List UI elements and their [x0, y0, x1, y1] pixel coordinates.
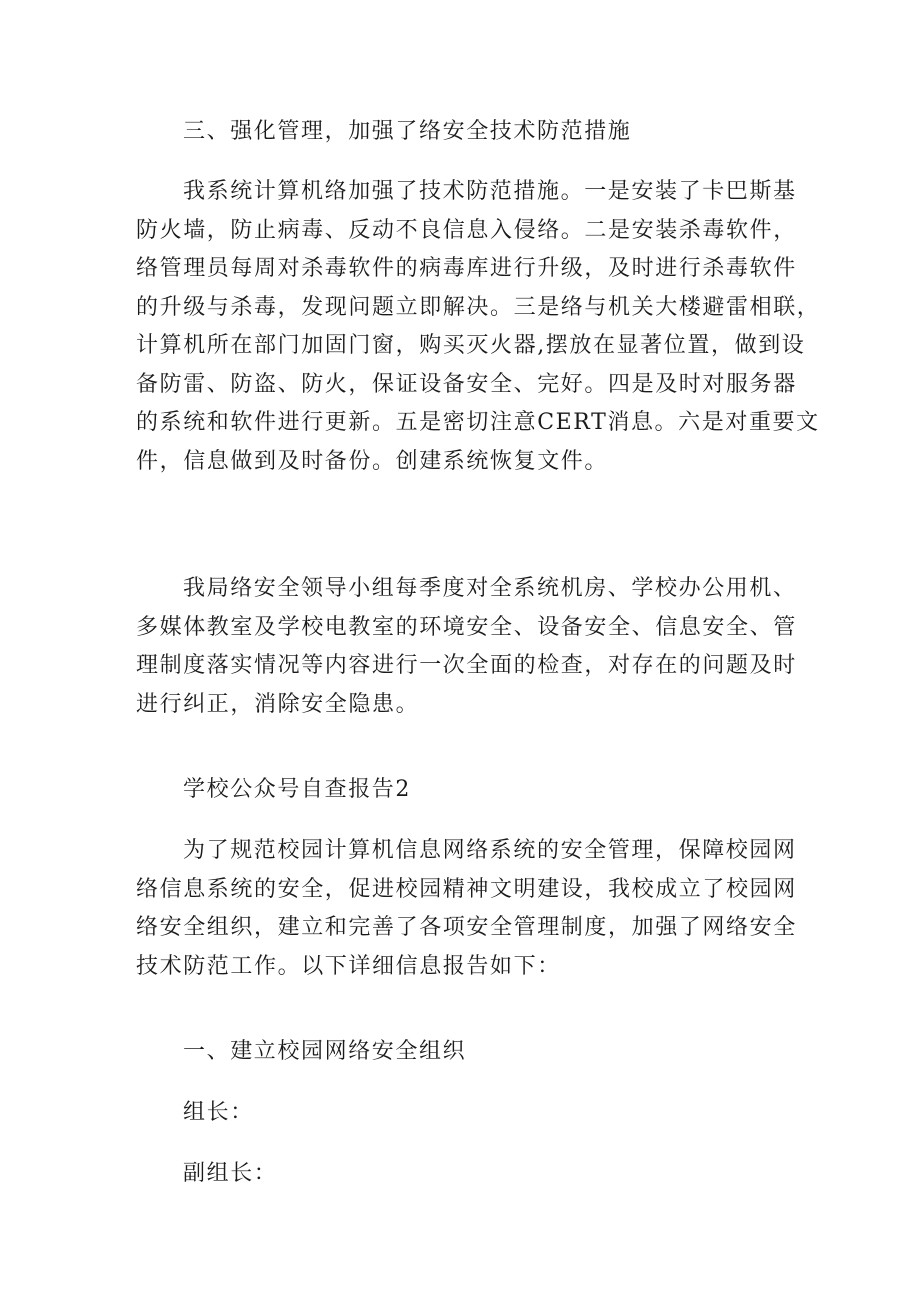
paragraph-inspection: [136, 570, 796, 724]
section-heading-one: 一、建立校园网络安全组织: [183, 1039, 467, 1064]
paragraph-line: 技术防范工作。以下详细信息报告如下：: [136, 953, 561, 979]
paragraph-line: 我系统计算机络加强了技术防范措施。一是安装了卡巴斯基: [183, 179, 797, 204]
paragraph-line: 计算机所在部门加固门窗，购买灭火器,摆放在显著位置，做到设: [136, 333, 806, 358]
paragraph-line: 络管理员每周对杀毒软件的病毒库进行升级，及时进行杀毒软件: [136, 256, 797, 281]
paragraph-introduction: [136, 832, 796, 986]
paragraph-line: 防火墙，防止病毒、反动不良信息入侵络。二是安装杀毒软件，: [136, 217, 797, 243]
section-heading-three: 三、强化管理，加强了络安全技术防范措施: [183, 119, 632, 144]
paragraph-line: 多媒体教室及学校电教室的环境安全、设备安全、信息安全、管: [136, 614, 797, 640]
paragraph-line: 为了规范校园计算机信息网络系统的安全管理，保障校园网: [183, 838, 797, 863]
paragraph-line: 我局络安全领导小组每季度对全系统机房、学校办公用机、: [183, 576, 797, 601]
paragraph-line: 的系统和软件进行更新。五是密切注意CERT消息。六是对重要文: [136, 410, 820, 435]
leader-label: 组长：: [183, 1100, 254, 1125]
paragraph-line: 的升级与杀毒，发现问题立即解决。三是络与机关大楼避雷相联，: [136, 294, 821, 320]
paragraph-line: 备防雷、防盗、防火，保证设备安全、完好。四是及时对服务器: [136, 371, 797, 397]
paragraph-line: 络信息系统的安全，促进校园精神文明建设，我校成立了校园网: [136, 876, 797, 902]
paragraph-line: 件，信息做到及时备份。创建系统恢复文件。: [136, 448, 609, 474]
paragraph-line: 络安全组织，建立和完善了各项安全管理制度，加强了网络安全: [136, 915, 797, 940]
deputy-leader-label: 副组长：: [183, 1161, 278, 1186]
report-title: 学校公众号自查报告2: [183, 777, 411, 802]
paragraph-line: 理制度落实情况等内容进行一次全面的检查，对存在的问题及时: [136, 653, 797, 678]
paragraph-technical-measures: [136, 173, 821, 481]
paragraph-line: 进行纠正，消除安全隐患。: [136, 691, 420, 717]
